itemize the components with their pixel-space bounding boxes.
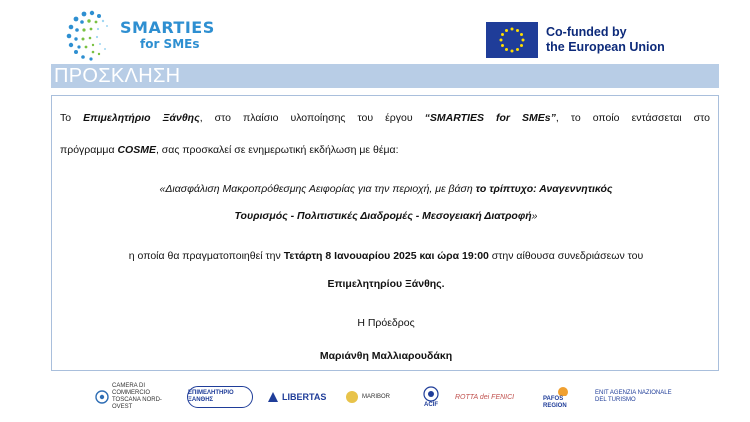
cciaa-emblem-icon — [95, 390, 109, 404]
project-name: “SMARTIES for SMEs” — [424, 112, 556, 124]
partner-logo-libertas — [267, 380, 329, 414]
invitation-box — [51, 95, 719, 371]
partner-logo-cciaa — [95, 380, 173, 414]
event-date: Τετάρτη 8 Ιανουαρίου 2025 — [283, 250, 417, 262]
signatory-name: Μαριάνθη Μαλλιαρουδάκη — [319, 350, 453, 362]
partner-label: CAMERA DI COMMERCIO TOSCANA NORD-OVEST — [112, 383, 162, 410]
smarties-logo-line2: for SMEs — [140, 37, 200, 51]
libertas-mark-icon — [267, 391, 279, 403]
partner-label: PAFOS REGION — [543, 396, 567, 409]
partner-label: LIBERTAS — [282, 391, 327, 402]
partner-label: ACIF — [424, 401, 438, 408]
event-venue: Επιμελητηρίου Ξάνθης. — [327, 278, 445, 290]
partner-logo-acif — [419, 380, 443, 414]
topic-line-1 — [52, 183, 720, 196]
intro-text-3: , το οποίο εντάσσεται στο — [555, 112, 710, 124]
pafos-sun-icon — [553, 384, 573, 396]
page-title: ΠΡΟΣΚΛΗΣΗ — [54, 65, 181, 87]
partner-label: MARIBOR — [362, 393, 391, 400]
event-time: ώρα 19:00 — [437, 250, 489, 262]
signatory-role: Η Πρόεδρος — [357, 317, 415, 329]
topic-close-quote: » — [531, 210, 538, 222]
intro-text-4: πρόγραμμα — [60, 144, 118, 156]
topic-bold-1: το τρίπτυχο: Αναγεννητικός — [475, 183, 613, 195]
intro-text-1: Το — [60, 112, 84, 124]
topic-text-1: «Διασφάλιση Μακροπρόθεσμης Αειφορίας για την περιοχή, με βάση — [159, 183, 476, 195]
smarties-logo-line1: SMARTIES — [120, 18, 215, 37]
eu-cofunded-logo — [486, 22, 686, 60]
partner-label: ENIT AGENZIA NAZIONALE DEL TURISMO — [595, 390, 672, 403]
details-text-2: και — [416, 250, 438, 262]
programme-name: COSME — [117, 144, 156, 156]
topic-line-2 — [52, 210, 720, 223]
chamber-name: Επιμελητήριο Ξάνθης — [83, 112, 200, 124]
smarties-logo — [62, 8, 215, 64]
title-banner — [51, 64, 719, 88]
event-details-line-1 — [52, 250, 720, 263]
smarties-dots-icon — [62, 8, 118, 64]
details-text-1: η οποία θα πραγματοποιηθεί την — [128, 250, 284, 262]
acif-emblem-icon — [423, 386, 439, 402]
partner-logo-rotta-fenici — [455, 380, 521, 414]
intro-line-2 — [60, 144, 710, 157]
intro-text-5: , σας προσκαλεί σε ενημερωτική εκδήλωση με θέμα: — [155, 144, 399, 156]
maribor-seal-icon — [345, 390, 359, 404]
topic-bold-2: Τουρισμός - Πολιτιστικές Διαδρομές - Μεσογειακή Διατροφή — [234, 210, 532, 222]
details-text-3: στην αίθουσα συνεδριάσεων του — [488, 250, 644, 262]
eu-text-line2: the European Union — [546, 40, 665, 54]
partner-logo-xanthi-chamber — [187, 380, 253, 414]
partner-label: ΕΠΙΜΕΛΗΤΗΡΙΟ ΞΑΝΘΗΣ — [188, 390, 234, 403]
eu-text-line1: Co-funded by — [546, 25, 627, 39]
partner-label: ROTTA dei FENICI — [455, 393, 515, 401]
eu-flag-icon — [486, 22, 538, 58]
intro-text-2: , στο πλαίσιο υλοποίησης του έργου — [199, 112, 425, 124]
partner-logo-enit — [595, 380, 673, 414]
partner-logos — [95, 380, 675, 416]
partner-logo-pafos — [543, 380, 583, 414]
eu-cofunded-text — [546, 25, 665, 55]
partner-logo-maribor — [345, 380, 405, 414]
intro-line-1 — [60, 112, 710, 125]
